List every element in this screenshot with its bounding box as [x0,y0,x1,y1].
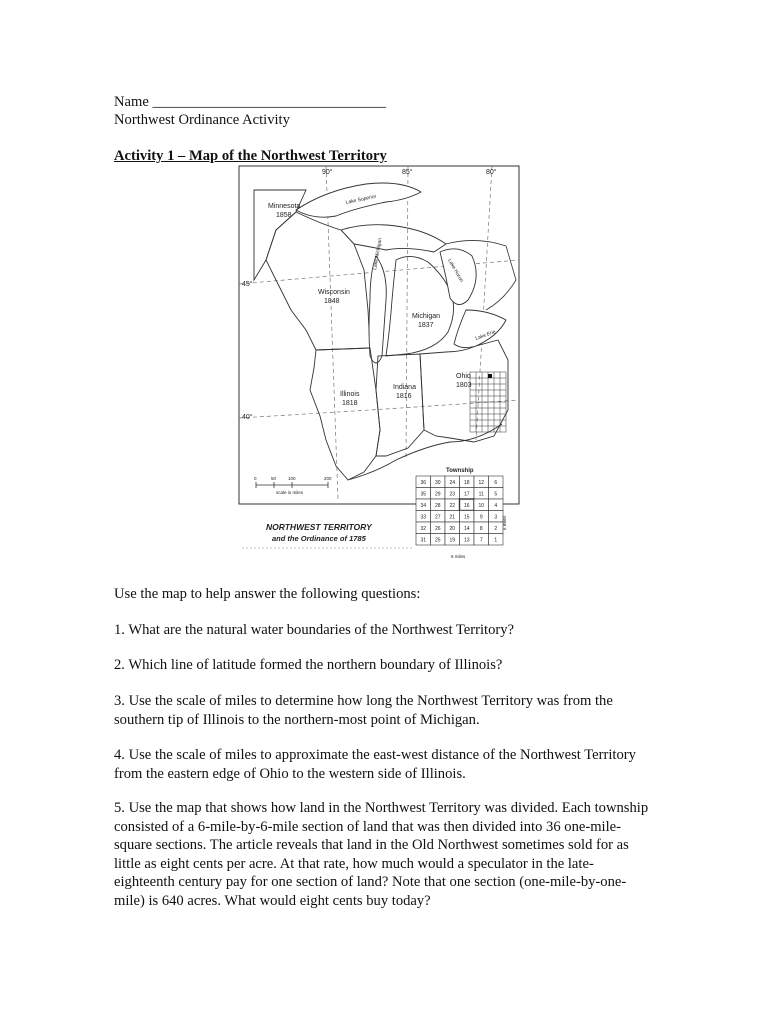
state-label-illinois: Illinois [340,391,360,398]
township-section-number: 33 [420,514,427,521]
northwest-territory-map [236,160,526,560]
question-5: 5. Use the map that shows how land in the Northwest Territory was divided. Each township consisted of a 6-mile-by-6-mile section of land that was then divided into 36 one-mile-square sections. The article reveals that land in the Old Northwest sometimes sold for as little as eight cents per acre. At that rate, how much would a speculator in the late-eighteenth century pay for one section of land? Note that one section (one-mile-by-one-mile) is 640 acres. What would eight cents buy today? [114,800,649,909]
township-section-number: 27 [434,514,441,521]
township-section-number: 30 [434,479,441,486]
township-section-number: 21 [449,514,456,521]
state-year-minnesota: 1858 [276,212,292,219]
worksheet-subtitle: Northwest Ordinance Activity [114,112,290,128]
michigan-outline [386,256,454,356]
state-label-ohio: Ohio [456,373,471,380]
state-label-minnesota: Minnesota [268,203,301,210]
township-title: Township [446,468,474,474]
township-section-number: 4 [494,502,498,509]
state-label-indiana: Indiana [393,384,416,391]
township-grid [416,476,503,545]
township-section-number: 20 [449,525,456,532]
question-4: 4. Use the scale of miles to approximate the east-west distance of the Northwest Territory from the eastern edge of Ohio to the western side of Illinois. [114,747,636,782]
intro-text: Use the map to help answer the following questions: [114,586,421,602]
state-label-michigan: Michigan [412,313,441,320]
state-year-illinois: 1818 [342,400,358,407]
township-section-number: 22 [449,502,456,509]
township-bottom-label: 6 miles [451,554,466,559]
township-section-number: 31 [420,537,427,544]
township-section-number: 3 [494,514,498,521]
state-label-wisconsin: Wisconsin [318,289,350,296]
township-section-number: 18 [463,479,470,486]
township-section-number: 28 [434,502,441,509]
question-3: 3. Use the scale of miles to determine how long the Northwest Territory was from the southern tip of Illinois to the northern-most point of Michigan. [114,693,613,728]
longitude-line [406,166,408,460]
activity-heading: Activity 1 – Map of the Northwest Territory [114,148,387,164]
state-year-indiana: 1816 [396,393,412,400]
township-section-number: 19 [449,537,456,544]
township-section-number: 25 [434,537,441,544]
map-subtitle: and the Ordinance of 1785 [272,534,366,543]
township-section-number: 11 [478,491,484,498]
state-year-wisconsin: 1848 [324,298,340,305]
township-section-number: 36 [420,479,427,486]
state-year-ohio: 1803 [456,382,472,389]
scale-bar [256,482,328,488]
township-section-number: 32 [420,525,427,532]
scale-tick-label: 200 [324,476,332,481]
township-section-number: 23 [449,491,456,498]
longitude-label: 80° [486,169,497,176]
township-marker [488,374,492,378]
township-section-number: 8 [479,525,483,532]
township-section-number: 14 [463,525,470,532]
map-title: NORTHWEST TERRITORY [266,522,372,532]
township-section-number: 10 [478,502,485,509]
question-2: 2. Which line of latitude formed the northern boundary of Illinois? [114,657,503,673]
upper-peninsula-outline [341,225,446,252]
township-section-number: 16 [463,502,470,509]
township-section-number: 24 [449,479,456,486]
longitude-label: 90° [322,169,333,176]
lake-erie-shape [454,310,506,348]
township-section-number: 5 [494,491,498,498]
township-side-label: 6 miles [502,515,507,530]
name-field-label: Name ________________________________ [114,94,386,110]
township-section-number: 6 [494,479,498,486]
latitude-line [239,400,519,418]
longitude-label: 85° [402,169,413,176]
wisconsin-outline [266,212,370,350]
latitude-label: 45° [242,281,253,288]
scale-caption: scale in miles [276,490,304,495]
question-1: 1. What are the natural water boundaries of the Northwest Territory? [114,622,515,638]
scale-tick-label: 100 [288,476,296,481]
ohio-outline [420,340,508,442]
lake-michigan-shape [369,256,386,363]
township-section-number: 13 [463,537,470,544]
township-section-number: 34 [420,502,427,509]
latitude-label: 40° [242,414,253,421]
township-section-number: 1 [494,537,498,544]
scale-tick-label: 50 [271,476,277,481]
ohio-river [348,424,502,480]
township-section-number: 9 [479,514,483,521]
township-section-number: 12 [478,479,485,486]
township-section-number: 2 [494,525,498,532]
township-section-number: 26 [434,525,441,532]
state-year-michigan: 1837 [418,322,434,329]
township-section-number: 29 [434,491,441,498]
lake-label-huron: Lake Huron [446,258,465,284]
lake-label-erie: Lake Erie [474,329,497,342]
township-section-number: 7 [479,537,483,544]
longitude-line [476,166,492,440]
indiana-outline [376,354,424,456]
township-section-number: 15 [463,514,470,521]
scale-tick-label: 0 [254,476,257,481]
illinois-outline [310,348,380,480]
township-section-number: 35 [420,491,427,498]
lake-label-michigan: Lake Michigan [372,237,384,271]
lake-label-superior: Lake Superior [345,193,377,206]
township-section-number: 17 [463,491,470,498]
